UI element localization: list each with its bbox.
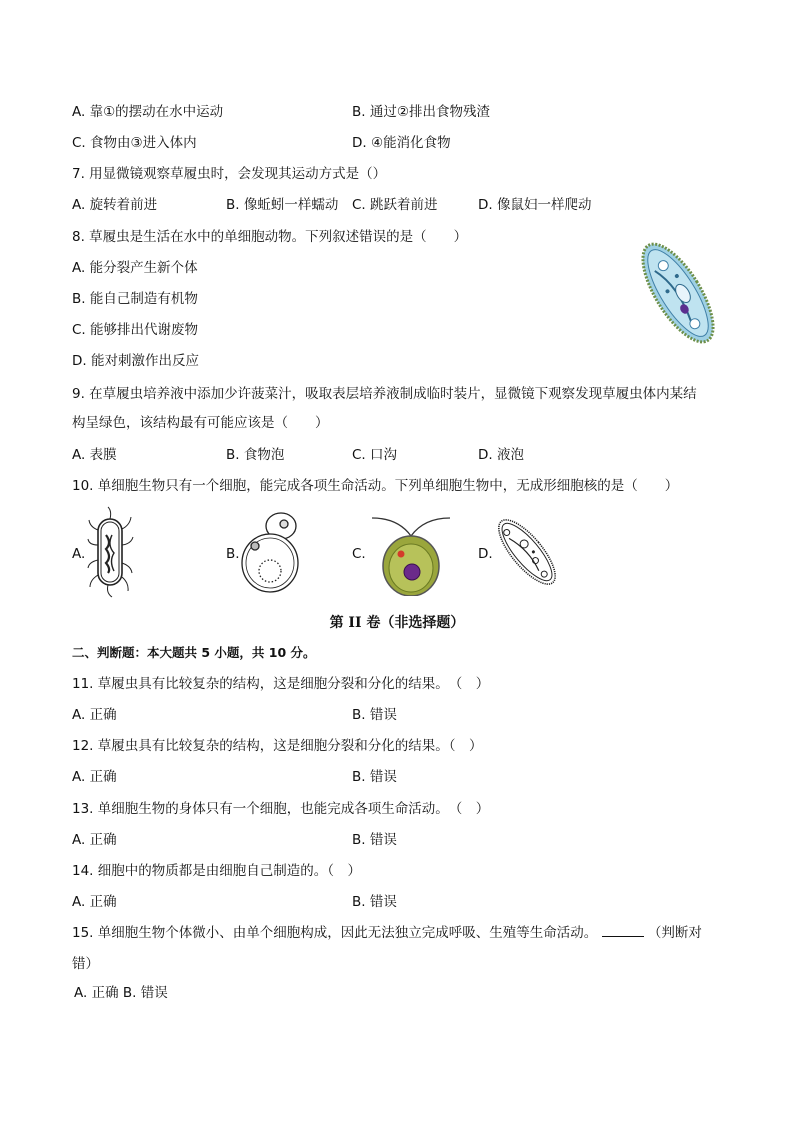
q6-option-b: B. 通过②排出食物残渣 <box>352 104 490 120</box>
paramecium-figure <box>630 232 726 354</box>
q12-option-a: A. 正确 <box>72 769 117 785</box>
paramecium-sketch-figure <box>494 512 560 592</box>
q14-option-a: A. 正确 <box>72 894 117 910</box>
q7-option-d: D. 像鼠妇一样爬动 <box>478 197 592 213</box>
q6-option-a: A. 靠①的摆动在水中运动 <box>72 104 224 120</box>
q15-answer-blank <box>602 924 644 937</box>
q12-stem: 12. 草履虫具有比较复杂的结构，这是细胞分裂和分化的结果。（ ） <box>72 738 483 754</box>
q11-option-a: A. 正确 <box>72 707 117 723</box>
q9-option-c: C. 口沟 <box>352 447 398 463</box>
q15-stem-suffix: （判断对 <box>647 925 702 941</box>
q7-stem: 7. 用显微镜观察草履虫时，会发现其运动方式是（） <box>72 166 387 182</box>
q8-option-a: A. 能分裂产生新个体 <box>72 260 198 276</box>
q9-stem-line1: 9. 在草履虫培养液中添加少许菠菜汁，吸取表层培养液制成临时装片，显微镜下观察发现草履虫体内某结 <box>72 386 697 402</box>
q8-stem: 8. 草履虫是生活在水中的单细胞动物。下列叙述错误的是（ ） <box>72 229 468 245</box>
q6-option-d: D. ④能消化食物 <box>352 135 451 151</box>
q11-stem: 11. 草履虫具有比较复杂的结构，这是细胞分裂和分化的结果。 （ ） <box>72 676 490 692</box>
q14-stem: 14. 细胞中的物质都是由细胞自己制造的。（ ） <box>72 863 362 879</box>
q7-option-b: B. 像蚯蚓一样蠕动 <box>226 197 339 213</box>
q15-options: A. 正确 B. 错误 <box>74 985 168 1001</box>
q15-stem-line1 <box>72 924 702 942</box>
chlamydomonas-figure <box>368 510 454 596</box>
q9-stem-line2: 构呈绿色，该结构最有可能应该是（ ） <box>72 415 329 431</box>
q9-option-d: D. 液泡 <box>478 447 524 463</box>
q13-option-a: A. 正确 <box>72 832 117 848</box>
q15-stem-line2: 错） <box>72 956 99 972</box>
q6-option-c: C. 食物由③进入体内 <box>72 135 197 151</box>
q11-option-b: B. 错误 <box>352 707 397 723</box>
section-heading: 二、判断题：本大题共 5 小题，共 10 分。 <box>72 645 316 660</box>
q8-option-b: B. 能自己制造有机物 <box>72 291 198 307</box>
q15-stem-text: 15. 单细胞生物个体微小、由单个细胞构成，因此无法独立完成呼吸、生殖等生命活动。 <box>72 925 598 941</box>
q8-option-d: D. 能对刺激作出反应 <box>72 353 199 369</box>
bacterium-figure <box>86 505 136 600</box>
q9-option-b: B. 食物泡 <box>226 447 285 463</box>
q14-option-b: B. 错误 <box>352 894 397 910</box>
q13-option-b: B. 错误 <box>352 832 397 848</box>
yeast-figure <box>238 508 306 594</box>
q10-label-b: B. <box>226 546 240 562</box>
q8-option-c: C. 能够排出代谢废物 <box>72 322 199 338</box>
q7-option-c: C. 跳跃着前进 <box>352 197 438 213</box>
q13-stem: 13. 单细胞生物的身体只有一个细胞，也能完成各项生命活动。 （ ） <box>72 801 490 817</box>
q10-label-a: A. <box>72 546 86 562</box>
q12-option-b: B. 错误 <box>352 769 397 785</box>
q7-option-a: A. 旋转着前进 <box>72 197 158 213</box>
q10-stem: 10. 单细胞生物只有一个细胞，能完成各项生命活动。下列单细胞生物中，无成形细胞核的是（ ） <box>72 478 679 494</box>
q10-label-d: D. <box>478 546 493 562</box>
q9-option-a: A. 表膜 <box>72 447 117 463</box>
section-title: 第 II 卷（非选择题） <box>329 615 465 631</box>
q10-label-c: C. <box>352 546 366 562</box>
